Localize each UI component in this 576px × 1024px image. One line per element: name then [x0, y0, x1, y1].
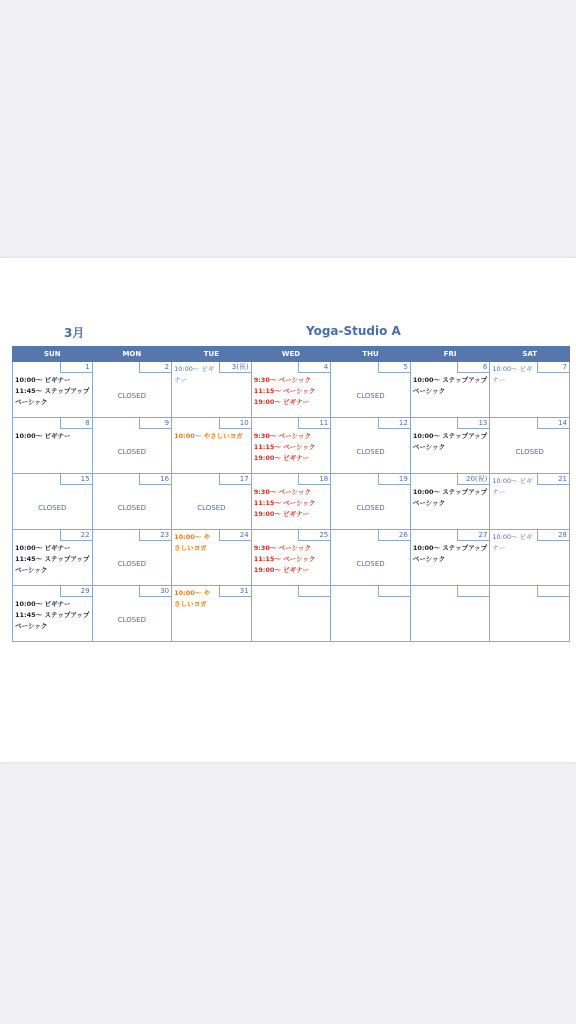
studio-title: Yoga-Studio A — [306, 324, 401, 338]
week-row — [13, 418, 570, 474]
day-cell — [92, 586, 172, 642]
class-list — [492, 532, 533, 554]
closed-label: CLOSED — [38, 504, 67, 512]
class-list — [254, 487, 330, 520]
day-cell — [172, 474, 252, 530]
day-cell — [490, 362, 570, 418]
class-list — [15, 599, 91, 632]
class-entry: 10:00〜 ステップアップベーシック — [412, 376, 488, 395]
date-number: 22 — [60, 530, 92, 541]
class-list — [15, 375, 91, 408]
class-entry: 11:15〜 ベーシック — [253, 443, 316, 451]
date-number — [378, 586, 410, 597]
date-number — [537, 586, 569, 597]
class-list — [254, 543, 330, 576]
class-list — [413, 487, 489, 509]
date-number: 24 — [219, 530, 251, 541]
day-cell — [92, 418, 172, 474]
day-cell — [410, 530, 490, 586]
class-entry: 10:00〜 ビギナー — [492, 365, 533, 384]
date-number: 9 — [139, 418, 171, 429]
class-entry: 10:00〜 ビギナー — [15, 544, 71, 552]
date-number: 17 — [219, 474, 251, 485]
date-number: 10 — [219, 418, 251, 429]
date-number: 19 — [378, 474, 410, 485]
day-cell — [251, 586, 331, 642]
day-cell — [410, 586, 490, 642]
day-cell — [331, 418, 411, 474]
week-row — [13, 474, 570, 530]
class-entry: 11:45〜 ステップアップベーシック — [15, 555, 90, 574]
class-entry: 9:30〜 ベーシック — [253, 488, 311, 496]
day-cell — [251, 474, 331, 530]
date-number: 27 — [457, 530, 489, 541]
weekday-sat: SAT — [490, 347, 570, 362]
class-entry: 10:00〜 ステップアップベーシック — [412, 488, 488, 507]
class-entry: 10:00〜 ビギナー — [15, 376, 71, 384]
day-cell — [13, 418, 93, 474]
day-cell — [490, 586, 570, 642]
closed-label: CLOSED — [117, 448, 146, 456]
date-number: 31 — [219, 586, 251, 597]
date-number: 11 — [298, 418, 330, 429]
class-list — [413, 375, 489, 397]
class-entry: 19:00〜 ビギナー — [253, 454, 310, 462]
day-cell — [410, 418, 490, 474]
class-entry: 9:30〜 ベーシック — [253, 544, 311, 552]
date-number: 30 — [139, 586, 171, 597]
class-entry: 10:00〜 ステップアップベーシック — [412, 432, 488, 451]
class-entry: 19:00〜 ビギナー — [253, 398, 310, 406]
day-cell — [13, 474, 93, 530]
date-number: 29 — [60, 586, 92, 597]
closed-label: CLOSED — [356, 560, 385, 568]
date-number: 21 — [537, 474, 569, 485]
class-list — [174, 364, 215, 386]
date-number: 1 — [60, 362, 92, 373]
closed-label: CLOSED — [117, 616, 146, 624]
date-number: 3(祝) — [219, 362, 251, 373]
weekday-header-row — [13, 347, 570, 362]
class-entry: 10:00〜 ビギナー — [15, 600, 71, 608]
closed-label: CLOSED — [515, 448, 544, 456]
class-list — [413, 543, 489, 565]
class-list — [254, 375, 330, 408]
weekday-wed: WED — [251, 347, 331, 362]
day-cell — [251, 418, 331, 474]
class-list — [492, 364, 533, 386]
day-cell — [172, 362, 252, 418]
date-number: 12 — [378, 418, 410, 429]
class-entry: 10:00〜 ビギナー — [492, 533, 533, 552]
date-number: 26 — [378, 530, 410, 541]
closed-label: CLOSED — [117, 560, 146, 568]
class-entry: 11:15〜 ベーシック — [253, 499, 316, 507]
day-cell — [13, 530, 93, 586]
day-cell — [251, 362, 331, 418]
weekday-fri: FRI — [410, 347, 490, 362]
class-entry: 19:00〜 ビギナー — [253, 510, 310, 518]
class-entry: 10:00〜 やさしいヨガ — [174, 432, 243, 440]
class-entry: 19:00〜 ビギナー — [253, 566, 310, 574]
weekday-thu: THU — [331, 347, 411, 362]
class-list — [15, 543, 91, 576]
date-number: 15 — [60, 474, 92, 485]
day-cell — [490, 418, 570, 474]
class-list — [174, 532, 215, 554]
date-number: 16 — [139, 474, 171, 485]
month-title: 3月 — [64, 326, 85, 340]
class-list — [492, 476, 533, 498]
week-row — [13, 586, 570, 642]
day-cell — [331, 586, 411, 642]
day-cell — [92, 362, 172, 418]
class-entry: 10:00〜 ビギナー — [492, 477, 533, 496]
week-row — [13, 362, 570, 418]
day-cell — [172, 418, 252, 474]
weekday-mon: MON — [92, 347, 172, 362]
closed-label: CLOSED — [197, 504, 226, 512]
class-entry: 10:00〜 ビギナー — [15, 432, 71, 440]
class-entry: 11:15〜 ベーシック — [253, 387, 316, 395]
date-number: 8 — [60, 418, 92, 429]
closed-label: CLOSED — [356, 392, 385, 400]
calendar-body — [13, 362, 570, 642]
date-number: 4 — [298, 362, 330, 373]
day-cell — [13, 362, 93, 418]
closed-label: CLOSED — [356, 504, 385, 512]
date-number: 18 — [298, 474, 330, 485]
closed-label: CLOSED — [117, 392, 146, 400]
class-entry: 11:45〜 ステップアップベーシック — [15, 387, 90, 406]
class-entry: 10:00〜 やさしいヨガ — [174, 533, 211, 552]
day-cell — [331, 530, 411, 586]
day-cell — [13, 586, 93, 642]
date-number: 7 — [537, 362, 569, 373]
class-list — [174, 588, 215, 610]
date-number: 5 — [378, 362, 410, 373]
class-entry: 9:30〜 ベーシック — [253, 376, 311, 384]
class-list — [174, 431, 250, 442]
day-cell — [172, 586, 252, 642]
day-cell — [331, 362, 411, 418]
week-row — [13, 530, 570, 586]
date-number: 6 — [457, 362, 489, 373]
day-cell — [92, 474, 172, 530]
class-entry: 9:30〜 ベーシック — [253, 432, 311, 440]
day-cell — [92, 530, 172, 586]
weekday-tue: TUE — [172, 347, 252, 362]
schedule-sheet — [0, 258, 576, 762]
date-number: 20(祝) — [457, 474, 489, 485]
date-number — [298, 586, 330, 597]
date-number: 28 — [537, 530, 569, 541]
day-cell — [331, 474, 411, 530]
date-number — [457, 586, 489, 597]
day-cell — [410, 362, 490, 418]
class-entry: 10:00〜 ステップアップベーシック — [412, 544, 488, 563]
date-number: 2 — [139, 362, 171, 373]
class-list — [254, 431, 330, 464]
class-entry: 11:15〜 ベーシック — [253, 555, 316, 563]
day-cell — [410, 474, 490, 530]
day-cell — [251, 530, 331, 586]
class-entry: 10:00〜 ビギナー — [174, 365, 215, 384]
class-entry: 10:00〜 やさしいヨガ — [174, 589, 211, 608]
class-list — [413, 431, 489, 453]
date-number: 13 — [457, 418, 489, 429]
class-list — [15, 431, 91, 442]
closed-label: CLOSED — [117, 504, 146, 512]
class-entry: 11:45〜 ステップアップベーシック — [15, 611, 90, 630]
day-cell — [172, 530, 252, 586]
date-number: 23 — [139, 530, 171, 541]
closed-label: CLOSED — [356, 448, 385, 456]
day-cell — [490, 474, 570, 530]
weekday-sun: SUN — [13, 347, 93, 362]
date-number: 14 — [537, 418, 569, 429]
date-number: 25 — [298, 530, 330, 541]
calendar-table — [12, 346, 570, 642]
day-cell — [490, 530, 570, 586]
